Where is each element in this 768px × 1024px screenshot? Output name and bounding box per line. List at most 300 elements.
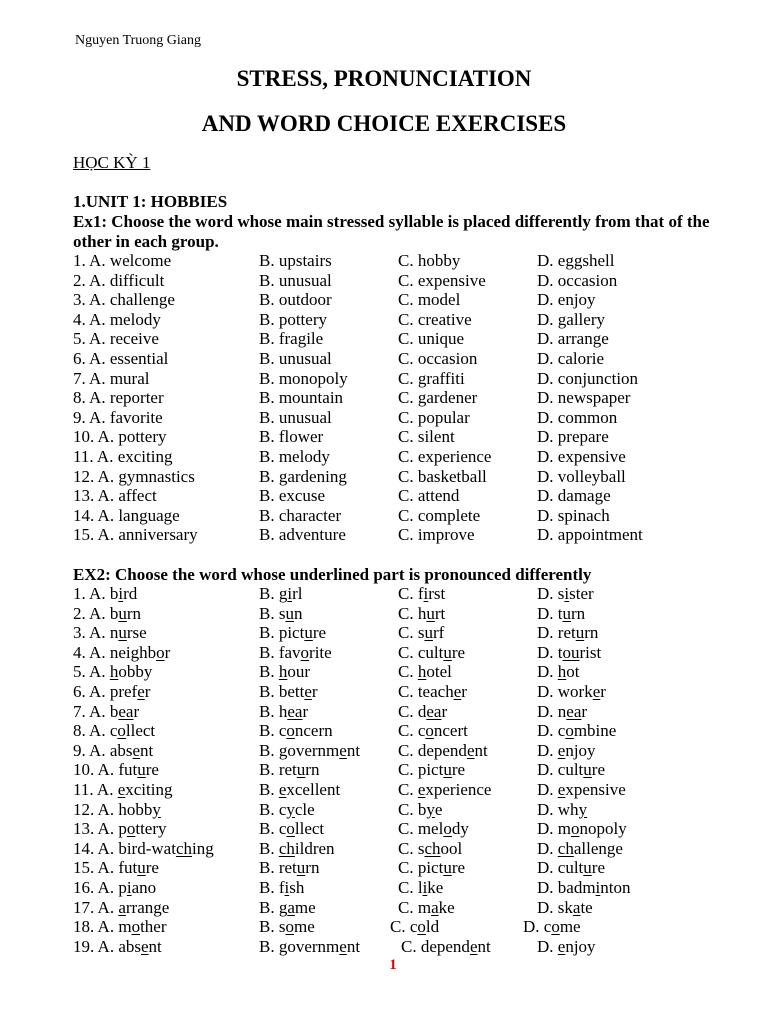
option-text-prefix: 13. A. p — [73, 819, 127, 839]
option-text-suffix: allenge — [573, 838, 623, 858]
ex2-option-b — [259, 623, 326, 643]
ex1-option-c: C. popular — [398, 407, 470, 427]
ex2-option-d — [537, 878, 631, 898]
option-text-prefix: B. h — [259, 701, 288, 721]
ex1-option-d: D. volleyball — [537, 466, 626, 486]
page-number: 1 — [389, 957, 397, 973]
ex1-option-c: C. experience — [398, 446, 492, 466]
option-text-suffix: ther — [140, 917, 167, 937]
ex2-option-d — [537, 662, 580, 682]
ex1-option-a: 10. A. pottery — [73, 427, 167, 447]
option-text-suffix: r — [144, 681, 151, 701]
ex2-option-a — [73, 819, 167, 839]
ex1-option-c: C. complete — [398, 505, 481, 525]
option-text-prefix: D. t — [537, 642, 563, 662]
option-text-suffix: rf — [432, 623, 445, 643]
option-text-suffix: ke — [427, 877, 444, 897]
ex1-option-d: D. eggshell — [537, 251, 615, 270]
ex1-option-c: C. model — [398, 290, 461, 310]
document-title-line-2: AND WORD CHOICE EXERCISES — [201, 111, 567, 136]
underlined-sound: y — [286, 799, 295, 819]
document-title-line-1: STRESS, PRONUNCIATION — [236, 66, 532, 91]
underlined-sound: e — [304, 681, 312, 701]
option-text-prefix: B. — [259, 838, 279, 858]
option-text-suffix: n — [293, 603, 303, 623]
option-text-prefix: C. mel — [398, 819, 444, 839]
option-text-prefix: B. c — [259, 799, 287, 819]
option-text-prefix: B. f — [259, 877, 285, 897]
ex1-option-b: B. unusual — [259, 348, 332, 368]
underlined-sound: e — [417, 779, 426, 799]
option-text-suffix: ncern — [294, 721, 333, 741]
option-text-prefix: B. s — [259, 603, 286, 623]
ex1-option-a: 13. A. affect — [73, 486, 157, 506]
option-text-suffix: ildren — [294, 838, 335, 858]
ex2-option-c — [398, 819, 469, 839]
underlined-sound: e — [592, 681, 601, 701]
option-text-suffix: cle — [294, 799, 315, 819]
option-text-suffix: ool — [440, 838, 463, 858]
underlined-sound: e — [117, 779, 126, 799]
option-text-prefix: D. c — [523, 917, 552, 937]
underlined-sound: ou — [562, 642, 580, 662]
option-text-suffix: nt — [474, 740, 488, 760]
underlined-sound: u — [137, 760, 146, 780]
option-text-prefix: C. — [398, 779, 418, 799]
ex1-option-a: 4. A. melody — [73, 309, 161, 329]
ex2-option-b — [259, 643, 332, 663]
option-text-suffix: ttery — [135, 819, 167, 839]
ex1-option-a: 12. A. gymnastics — [73, 466, 195, 486]
option-text-prefix: B. c — [259, 721, 287, 741]
option-text-prefix: D. wh — [537, 799, 579, 819]
underlined-sound: o — [300, 642, 310, 662]
ex1-option-c: C. attend — [398, 486, 460, 506]
ex1-option-c: C. creative — [398, 309, 472, 329]
ex2-option-c — [390, 917, 439, 937]
ex1-option-a: 6. A. essential — [73, 348, 169, 368]
underlined-sound: o — [285, 917, 294, 937]
underlined-sound: o — [571, 819, 580, 839]
option-text-prefix: B. — [259, 779, 279, 799]
ex2-option-a — [73, 721, 155, 741]
option-text-prefix: D. c — [537, 721, 566, 741]
option-text-prefix: D. cult — [537, 760, 584, 780]
underlined-sound: e — [453, 681, 462, 701]
ex1-option-c: C. silent — [398, 427, 455, 447]
underlined-sound: e — [141, 936, 149, 956]
option-text-prefix: 16. A. p — [73, 877, 127, 897]
option-text-suffix: xciting — [125, 779, 173, 799]
option-text-suffix: rt — [434, 603, 446, 623]
option-text-suffix: ld — [425, 917, 440, 937]
ex1-option-b: B. pottery — [259, 309, 327, 329]
option-text-suffix: rn — [305, 858, 320, 878]
option-text-prefix: C. depend — [398, 740, 467, 760]
underlined-sound: ea — [287, 701, 303, 721]
option-text-suffix: me — [294, 897, 316, 917]
ex2-option-b — [259, 604, 302, 624]
underlined-sound: u — [137, 858, 146, 878]
option-text-prefix: D. — [537, 838, 558, 858]
underlined-sound: o — [286, 819, 295, 839]
ex2-option-c — [398, 741, 488, 761]
ex1-option-d: D. newspaper — [537, 388, 631, 408]
underlined-sound: ch — [424, 838, 441, 858]
ex2-option-b — [259, 800, 315, 820]
option-text-prefix: B. governm — [259, 936, 340, 956]
ex2-option-a — [73, 702, 139, 722]
underlined-sound: u — [562, 603, 571, 623]
ex2-option-b — [259, 741, 360, 761]
option-text-suffix: r — [461, 681, 467, 701]
option-text-prefix: B. ret — [259, 858, 297, 878]
option-text-suffix: rite — [309, 642, 332, 662]
option-text-prefix: C. — [398, 662, 418, 682]
underlined-sound: a — [431, 897, 439, 917]
ex1-option-d: D. arrange — [537, 329, 609, 349]
option-text-suffix: re — [145, 858, 159, 878]
option-text-prefix: B. ret — [259, 760, 297, 780]
option-text-prefix: 6. A. pref — [73, 681, 138, 701]
ex2-option-a — [73, 878, 156, 898]
ex2-option-b — [259, 682, 318, 702]
ex1-option-d: D. prepare — [537, 427, 609, 447]
underlined-sound: a — [118, 897, 126, 917]
option-text-suffix: ke — [438, 897, 455, 917]
ex2-option-b — [259, 858, 319, 878]
underlined-sound: y — [152, 799, 161, 819]
ex1-option-c: C. occasion — [398, 348, 478, 368]
option-text-suffix: r — [441, 701, 448, 721]
underlined-sound: o — [156, 642, 165, 662]
exercise-1-heading: Ex1: Choose the word whose main stressed syllable is placed differently from that of the other in each group. — [73, 212, 710, 251]
option-text-prefix: C. b — [398, 799, 427, 819]
option-text-prefix: D. work — [537, 681, 593, 701]
option-text-suffix: me — [559, 917, 581, 937]
option-text-suffix: r — [302, 701, 309, 721]
ex2-option-b — [259, 937, 360, 957]
option-text-prefix: B. g — [259, 897, 288, 917]
ex2-option-b — [259, 917, 315, 937]
option-text-prefix: B. bett — [259, 681, 305, 701]
underlined-sound: y — [426, 799, 435, 819]
option-text-suffix: dy — [451, 819, 469, 839]
option-text-prefix: 4. A. neighb — [73, 642, 157, 662]
ex1-option-b: B. outdoor — [259, 290, 332, 310]
ex2-option-d — [537, 702, 587, 722]
underlined-sound: ea — [426, 701, 442, 721]
term-heading: HỌC KỲ 1 — [73, 153, 151, 172]
ex1-option-c: C. gardener — [398, 388, 478, 408]
ex2-option-b — [259, 721, 333, 741]
option-text-suffix: llect — [294, 819, 325, 839]
underlined-sound: ch — [557, 838, 574, 858]
ex2-option-d — [537, 780, 626, 800]
option-text-suffix: rst — [428, 584, 446, 603]
ex2-option-b — [259, 780, 340, 800]
underlined-sound: e — [466, 740, 475, 760]
option-text-prefix: D. — [537, 936, 558, 956]
ex2-option-a — [73, 760, 159, 780]
option-text-suffix: re — [451, 642, 466, 662]
ex1-option-a: 7. A. mural — [73, 368, 150, 388]
option-text-suffix: rn — [584, 623, 599, 643]
ex2-option-d — [537, 819, 627, 839]
ex2-option-c — [398, 898, 455, 918]
underlined-sound: u — [583, 760, 592, 780]
underlined-sound: o — [126, 819, 136, 839]
option-text-suffix: rd — [123, 584, 138, 603]
ex2-option-d — [537, 721, 616, 741]
underlined-sound: o — [117, 721, 126, 741]
ex1-option-d: D. appointment — [537, 525, 643, 545]
option-text-prefix: B. pict — [259, 623, 305, 643]
ex2-option-b — [259, 839, 335, 859]
ex1-option-b: B. adventure — [259, 525, 346, 545]
ex1-option-c: C. basketball — [398, 466, 487, 486]
option-text-prefix: 12. A. hobb — [73, 799, 153, 819]
option-text-prefix: C. s — [398, 838, 425, 858]
option-text-prefix: B. fav — [259, 642, 301, 662]
option-text-prefix: C. teach — [398, 681, 454, 701]
underlined-sound: i — [564, 584, 570, 603]
option-text-prefix: C. m — [398, 897, 432, 917]
underlined-sound: u — [424, 623, 433, 643]
ex2-option-c — [401, 937, 491, 957]
option-text-prefix: 18. A. m — [73, 917, 132, 937]
option-text-prefix: 14. A. bird-wat — [73, 838, 176, 858]
underlined-sound: u — [443, 642, 452, 662]
option-text-prefix: D. cult — [537, 858, 584, 878]
ex2-option-d — [537, 839, 623, 859]
ex2-option-c — [398, 702, 447, 722]
ex2-option-a — [73, 858, 159, 878]
option-text-prefix: C. d — [398, 701, 427, 721]
underlined-sound: i — [284, 877, 290, 897]
option-text-prefix: 5. A. — [73, 662, 110, 682]
ex1-option-b: B. unusual — [259, 270, 332, 290]
underlined-sound: i — [595, 877, 601, 897]
option-text-suffix: r — [600, 681, 606, 701]
option-text-prefix: D. sk — [537, 897, 573, 917]
ex1-option-b: B. melody — [259, 446, 330, 466]
underlined-sound: u — [443, 858, 452, 878]
ex1-option-d: D. common — [537, 407, 618, 427]
ex1-option-d: D. gallery — [537, 309, 605, 329]
option-text-suffix: ot — [566, 662, 580, 682]
underlined-sound: u — [575, 623, 585, 643]
option-text-prefix: D. ret — [537, 623, 576, 643]
ex1-option-a: 2. A. difficult — [73, 270, 165, 290]
underlined-sound: u — [583, 858, 592, 878]
ex2-option-b — [259, 702, 308, 722]
ex2-option-a — [73, 937, 162, 957]
underlined-sound: u — [296, 858, 306, 878]
option-text-prefix: 8. A. c — [73, 721, 118, 741]
option-text-suffix: re — [591, 760, 605, 780]
ex2-option-d — [537, 682, 606, 702]
ex1-option-d: D. conjunction — [537, 368, 639, 388]
option-text-suffix: sh — [289, 877, 305, 897]
option-text-suffix: re — [591, 858, 605, 878]
underlined-sound: o — [443, 819, 452, 839]
ex1-option-b: B. fragile — [259, 329, 324, 349]
option-text-suffix: rist — [579, 642, 602, 662]
option-text-suffix: e — [434, 799, 443, 819]
option-text-prefix: B. — [259, 662, 279, 682]
option-text-suffix: rn — [305, 760, 320, 780]
underlined-sound: o — [417, 917, 426, 937]
ex1-option-c: C. hobby — [398, 251, 461, 270]
unit-heading: 1.UNIT 1: HOBBIES — [73, 192, 228, 211]
ex2-option-b — [259, 760, 319, 780]
ex2-option-c — [398, 780, 491, 800]
ex2-option-a — [73, 662, 152, 682]
ex1-option-d: D. expensive — [537, 446, 626, 466]
option-text-prefix: 7. A. b — [73, 701, 119, 721]
ex2-option-c — [398, 643, 465, 663]
ex2-option-a — [73, 800, 161, 820]
ex2-option-a — [73, 584, 137, 604]
option-text-prefix: D. badm — [537, 877, 596, 897]
option-text-prefix: C. cult — [398, 642, 444, 662]
ex1-option-c: C. improve — [398, 525, 475, 545]
ex2-option-a — [73, 839, 214, 859]
option-text-prefix: D. s — [537, 584, 565, 603]
underlined-sound: u — [304, 623, 313, 643]
ex1-option-d: D. damage — [537, 486, 611, 506]
ex2-option-b — [259, 819, 324, 839]
ex1-option-b: B. gardening — [259, 466, 347, 486]
option-text-prefix: 3. A. n — [73, 623, 119, 643]
underlined-sound: e — [339, 936, 347, 956]
ex2-option-a — [73, 682, 150, 702]
option-text-suffix: re — [145, 760, 159, 780]
ex1-option-d: D. calorie — [537, 348, 605, 368]
underlined-sound: o — [425, 721, 434, 741]
ex1-option-b: B. excuse — [259, 486, 326, 506]
ex1-option-a: 3. A. challenge — [73, 290, 175, 310]
option-text-prefix: 2. A. b — [73, 603, 119, 623]
underlined-sound: u — [426, 603, 435, 623]
ex2-option-d — [537, 584, 594, 604]
ex2-option-d — [537, 937, 596, 957]
underlined-sound: u — [443, 760, 452, 780]
underlined-sound: ch — [175, 838, 192, 858]
ex2-option-a — [73, 623, 147, 643]
option-text-suffix: ncert — [433, 721, 468, 741]
ex1-option-b: B. character — [259, 505, 342, 525]
ex1-option-a: 15. A. anniversary — [73, 525, 198, 545]
underlined-sound: u — [296, 760, 306, 780]
option-text-suffix: r — [133, 701, 140, 721]
option-text-suffix: ster — [569, 584, 594, 603]
option-text-suffix: rn — [126, 603, 142, 623]
underlined-sound: ea — [566, 701, 582, 721]
option-text-suffix: ing — [191, 838, 214, 858]
option-text-suffix: rl — [292, 584, 303, 603]
option-text-suffix: otel — [426, 662, 452, 682]
option-text-suffix: xcellent — [286, 779, 341, 799]
ex2-option-b — [259, 878, 304, 898]
underlined-sound: u — [118, 623, 127, 643]
option-text-suffix: re — [312, 623, 327, 643]
ex1-option-c: C. graffiti — [398, 368, 465, 388]
option-text-suffix: njoy — [565, 740, 596, 760]
ex1-option-a: 8. A. reporter — [73, 388, 164, 408]
option-text-suffix: nton — [600, 877, 631, 897]
option-text-prefix: C. h — [398, 603, 427, 623]
option-text-prefix: 11. A. — [73, 779, 118, 799]
ex2-option-c — [398, 682, 467, 702]
option-text-suffix: r — [311, 681, 318, 701]
option-text-prefix: D. — [537, 740, 558, 760]
option-text-suffix: nt — [346, 936, 361, 956]
ex2-option-a — [73, 604, 141, 624]
underlined-sound: e — [132, 740, 141, 760]
underlined-sound: e — [278, 779, 287, 799]
option-text-prefix: 10. A. fut — [73, 760, 138, 780]
ex2-option-c — [398, 839, 462, 859]
ex1-option-a: 9. A. favorite — [73, 407, 163, 427]
underlined-sound: e — [137, 681, 145, 701]
underlined-sound: a — [287, 897, 295, 917]
ex1-option-a: 1. A. welcome — [73, 251, 172, 270]
option-text-suffix: r — [581, 701, 588, 721]
option-text-suffix: ano — [131, 877, 157, 897]
option-text-prefix: B. g — [259, 584, 288, 603]
option-text-prefix: D. m — [537, 819, 571, 839]
underlined-sound: ch — [278, 838, 295, 858]
ex2-option-d — [537, 760, 605, 780]
ex1-option-b: B. upstairs — [259, 251, 332, 270]
underlined-sound: h — [417, 662, 427, 682]
option-text-prefix: B. c — [259, 819, 287, 839]
ex1-option-a: 5. A. receive — [73, 329, 159, 349]
ex2-option-d — [537, 898, 593, 918]
ex1-option-c: C. expensive — [398, 270, 486, 290]
ex1-option-d: D. occasion — [537, 270, 618, 290]
ex2-option-d — [523, 917, 581, 937]
option-text-prefix: C. f — [398, 584, 424, 603]
underlined-sound: u — [118, 603, 127, 623]
ex1-option-c: C. unique — [398, 329, 465, 349]
option-text-prefix: D. — [537, 779, 558, 799]
underlined-sound: e — [557, 936, 566, 956]
underlined-sound: a — [572, 897, 581, 917]
ex2-option-b — [259, 898, 316, 918]
ex2-option-a — [73, 741, 153, 761]
option-text-suffix: xperience — [425, 779, 492, 799]
ex2-option-a — [73, 643, 170, 663]
ex2-option-c — [398, 721, 468, 741]
ex1-option-b: B. monopoly — [259, 368, 348, 388]
option-text-prefix: 1. A. b — [73, 584, 119, 603]
ex1-option-d: D. enjoy — [537, 290, 596, 310]
option-text-suffix: rrange — [125, 897, 170, 917]
underlined-sound: i — [423, 584, 429, 603]
option-text-prefix: 19. A. abs — [73, 936, 141, 956]
ex2-option-b — [259, 662, 310, 682]
ex2-option-d — [537, 741, 596, 761]
option-text-prefix: C. s — [398, 623, 425, 643]
option-text-prefix: C. l — [398, 877, 423, 897]
ex2-option-a — [73, 898, 169, 918]
option-text-suffix: llect — [125, 721, 156, 741]
underlined-sound: u — [285, 603, 294, 623]
option-text-suffix: te — [580, 897, 593, 917]
